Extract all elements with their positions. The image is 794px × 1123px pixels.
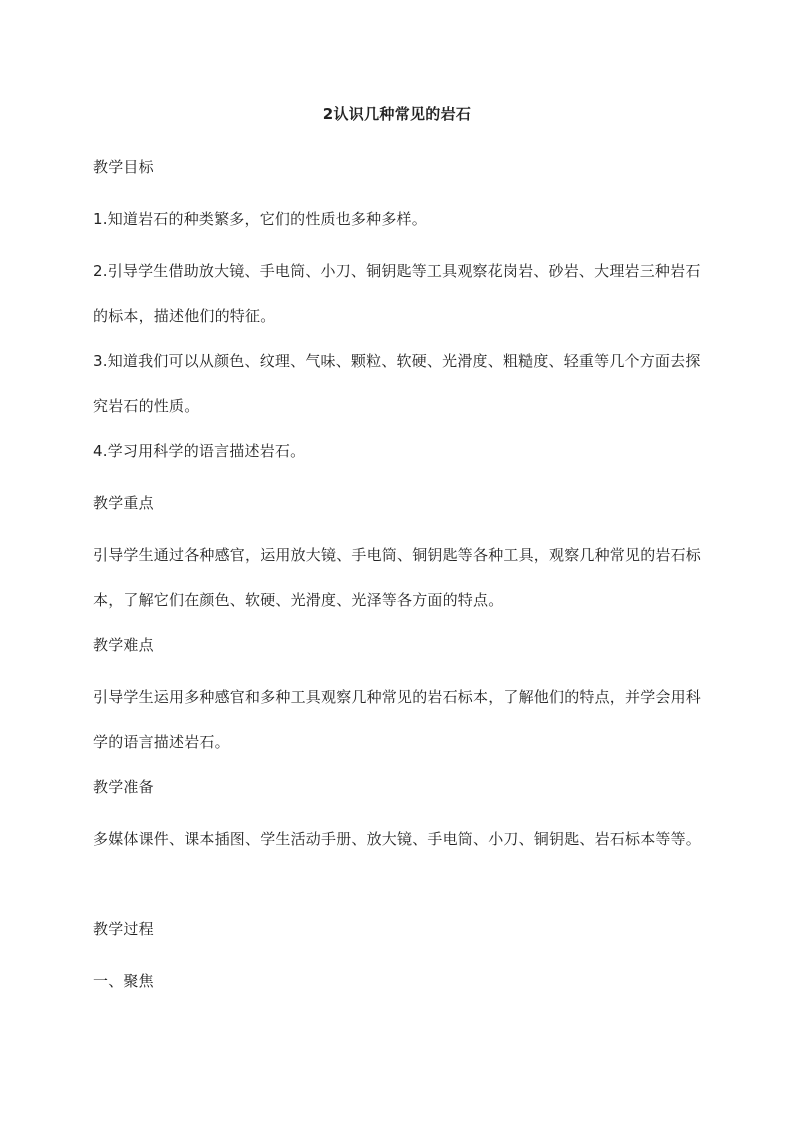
difficulties-text: 引导学生运用多种感官和多种工具观察几种常见的岩石标本，了解他们的特点，并学会用科学的语言描述岩石。: [93, 688, 702, 751]
objective-4: 4.学习用科学的语言描述岩石。: [93, 442, 306, 460]
objective-3: 3.知道我们可以从颜色、纹理、气味、颗粒、软硬、光滑度、粗糙度、轻重等几个方面去探究岩石的性质。: [93, 352, 701, 415]
objective-1: 1.知道岩石的种类繁多，它们的性质也多种多样。: [93, 210, 427, 228]
heading-teaching-objectives: 教学目标: [93, 158, 154, 176]
document-title: 2认识几种常见的岩石: [322, 105, 472, 123]
objective-2: 2.引导学生借助放大镜、手电筒、小刀、铜钥匙等工具观察花岗岩、砂岩、大理岩三种岩石的标本，描述他们的特征。: [93, 262, 701, 325]
heading-key-points: 教学重点: [93, 494, 154, 512]
key-points-text: 引导学生通过各种感官，运用放大镜、手电筒、铜钥匙等各种工具，观察几种常见的岩石标本，了解它们在颜色、软硬、光滑度、光泽等各方面的特点。: [93, 546, 702, 609]
preparation-text: 多媒体课件、课本插图、学生活动手册、放大镜、手电筒、小刀、铜钥匙、岩石标本等等。: [93, 830, 702, 848]
heading-difficulties: 教学难点: [93, 636, 154, 654]
section-focus: 一、聚焦: [93, 972, 154, 990]
heading-preparation: 教学准备: [93, 778, 154, 796]
heading-teaching-process: 教学过程: [93, 920, 154, 938]
